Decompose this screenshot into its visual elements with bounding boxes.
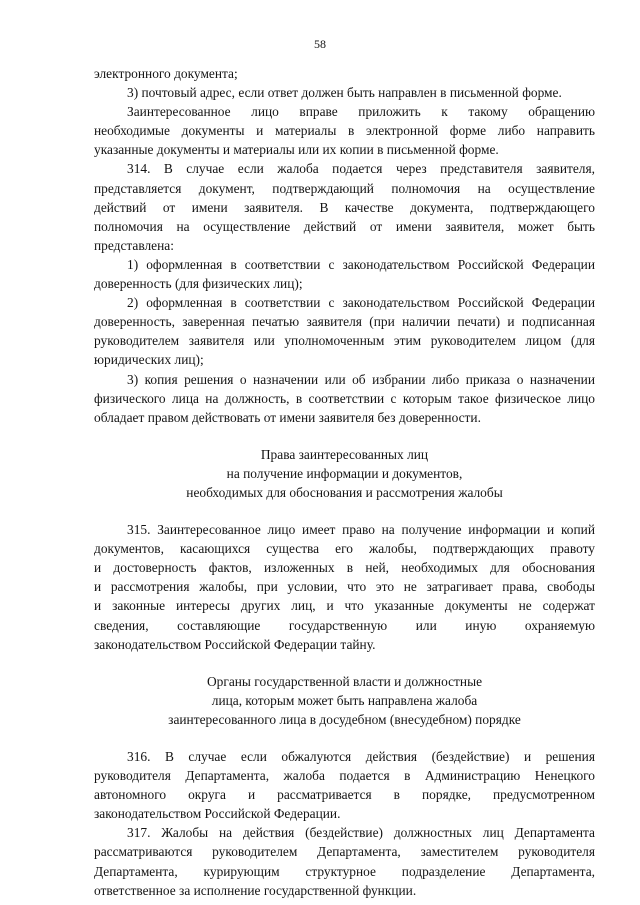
- text-line: 317. Жалобы на действия (бездействие) должностных лиц Департамента: [127, 825, 595, 841]
- text-line: 1) оформленная в соответствии с законодательством Российской Федерации: [127, 256, 595, 272]
- text-line: действий от имени заявителя. В качестве документа, подтверждающего: [94, 199, 595, 215]
- section-heading-line: лица, которым может быть направлена жалоба: [211, 692, 478, 708]
- text-line: физического лица на должность, в соответствии с которым такое физическое лицо: [94, 390, 595, 406]
- text-line: полномочия на осуществление действий от имени заявителя, может быть: [94, 218, 595, 234]
- section-heading-line: необходимых для обоснования и рассмотрения жалобы: [186, 484, 503, 500]
- text-line: указанные документы и материалы или их копии в письменной форме.: [94, 142, 499, 158]
- text-line: автономного округа и рассматривается в порядке, предусмотренном: [94, 787, 595, 803]
- text-line: сведения, составляющие государственную или иную охраняемую: [94, 617, 595, 633]
- text-line: 314. В случае если жалоба подается через представителя заявителя,: [127, 161, 595, 177]
- text-line: ответственное за исполнение государственной функции.: [94, 882, 417, 898]
- section-gap: [94, 502, 595, 520]
- text-line: Департамента, курирующим структурное подразделение Департамента,: [94, 863, 595, 879]
- text-line: представлена:: [94, 237, 174, 253]
- text-line: и законные интересы других лиц, и что указанные документы не содержат: [94, 598, 595, 614]
- text-line: и рассмотрения жалобы, при условии, что это не затрагивает права, свободы: [94, 579, 595, 595]
- text-line: рассматриваются руководителем Департамента, заместителем руководителя: [94, 844, 595, 860]
- text-line: 2) оформленная в соответствии с законодательством Российской Федерации: [127, 295, 595, 311]
- text-line: руководителя Департамента, жалоба подается в Администрацию Ненецкого: [94, 768, 595, 784]
- text-line: Заинтересованное лицо вправе приложить к такому обращению: [127, 104, 595, 120]
- text-line: законодательством Российской Федерации тайну.: [94, 636, 376, 652]
- section-gap: [94, 654, 595, 672]
- text-line: руководителем заявителя или уполномоченным этим руководителем лицом (для: [94, 333, 595, 349]
- text-line: 316. В случае если обжалуются действия (бездействие) и решения: [127, 749, 595, 764]
- text-line: 3) почтовый адрес, если ответ должен быть направлен в письменной форме.: [127, 85, 562, 101]
- text-line: необходимые документы и материалы в электронной форме либо направить: [94, 123, 595, 139]
- text-line: доверенность (для физических лиц);: [94, 276, 303, 292]
- text-line: 3) копия решения о назначении или об избрании либо приказа о назначении: [127, 371, 595, 387]
- section-heading-line: на получение информации и документов,: [226, 465, 463, 481]
- text-line: 315. Заинтересованное лицо имеет право на получение информации и копий: [127, 522, 595, 538]
- document-body: [94, 64, 595, 900]
- page-number: 58: [314, 37, 326, 51]
- text-line: документов, касающихся существа его жалобы, подтверждающих правоту: [94, 541, 595, 557]
- text-line: электронного документа;: [94, 66, 238, 81]
- section-heading-line: заинтересованного лица в досудебном (внесудебном) порядке: [168, 711, 521, 727]
- section-heading-line: Права заинтересованных лиц: [260, 446, 429, 462]
- text-line: обладает правом действовать от имени заявителя без доверенности.: [94, 409, 481, 425]
- text-line: и достоверность фактов, изложенных в ней, необходимых для обоснования: [94, 560, 595, 576]
- section-gap: [94, 427, 595, 445]
- text-line: представляется документ, подтверждающий полномочия на осуществление: [94, 180, 595, 196]
- text-line: юридических лиц);: [94, 352, 204, 368]
- section-gap: [94, 729, 595, 747]
- text-line: доверенность, заверенная печатью заявителя (при наличии печати) и подписанная: [94, 314, 595, 330]
- section-heading-line: Органы государственной власти и должностные: [206, 673, 483, 689]
- text-line: законодательством Российской Федерации.: [94, 806, 341, 822]
